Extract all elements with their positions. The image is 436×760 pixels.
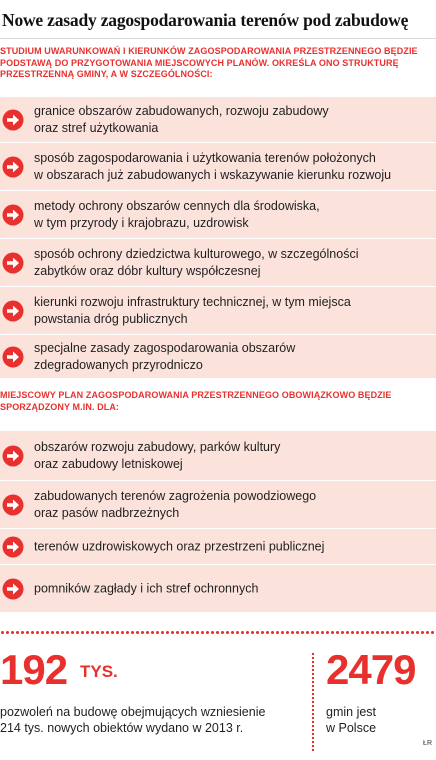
list-item-text: obszarów rozwoju zabudowy, parków kultury oraz zabudowy letniskowej bbox=[34, 439, 281, 471]
title-divider bbox=[0, 38, 436, 39]
list-item-text: sposób ochrony dziedzictwa kulturowego, w szczególności zabytków oraz dóbr kultury współczesnej bbox=[34, 246, 359, 278]
list-item bbox=[0, 190, 436, 238]
section2-heading: MIEJSCOWY PLAN ZAGOSPODAROWANIA PRZESTRZENNEGO OBOWIĄZKOWO BĘDZIE SPORZĄDZONY M.IN. DLA: bbox=[0, 390, 392, 412]
list-item-text: granice obszarów zabudowanych, rozwoju zabudowy oraz stref użytkowania bbox=[34, 103, 329, 135]
arrow-right-circle-icon bbox=[2, 156, 24, 178]
arrow-right-circle-icon bbox=[2, 300, 24, 322]
author-credit: ŁR bbox=[423, 740, 432, 747]
list-item bbox=[0, 480, 436, 528]
list-item-text: specjalne zasady zagospodarowania obszarów zdegradowanych przyrodniczo bbox=[34, 340, 296, 372]
list-item bbox=[0, 286, 436, 334]
arrow-right-circle-icon bbox=[2, 445, 24, 467]
list-item-text: metody ochrony obszarów cennych dla środowiska, w tym przyrody i krajobrazu, uzdrowisk bbox=[34, 198, 320, 230]
arrow-right-circle-icon bbox=[2, 109, 24, 131]
list-item bbox=[0, 142, 436, 190]
list-item bbox=[0, 334, 436, 378]
arrow-right-circle-icon bbox=[2, 578, 24, 600]
list-item-text: sposób zagospodarowania i użytkowania terenów położonych w obszarach już zabudowanych i wskazywanie kierunku rozwoju bbox=[34, 150, 392, 182]
stat-permits-description: pozwoleń na budowę obejmujących wzniesienie 214 tys. nowych obiektów wydano w 2013 r. bbox=[0, 705, 266, 735]
list-item bbox=[0, 564, 436, 612]
list-item-text: terenów uzdrowiskowych oraz przestrzeni publicznej bbox=[34, 539, 325, 553]
arrow-right-circle-icon bbox=[2, 346, 24, 368]
stat-municipalities-description: gmin jest w Polsce bbox=[326, 705, 377, 735]
list-item bbox=[0, 528, 436, 564]
dotted-divider bbox=[0, 630, 436, 635]
stats-divider bbox=[312, 652, 314, 752]
arrow-right-circle-icon bbox=[2, 494, 24, 516]
arrow-right-circle-icon bbox=[2, 252, 24, 274]
list-item-text: zabudowanych terenów zagrożenia powodziowego oraz pasów nadbrzeżnych bbox=[34, 488, 317, 520]
list-item bbox=[0, 238, 436, 286]
page-title: Nowe zasady zagospodarowania terenów pod zabudowę bbox=[2, 10, 409, 30]
list-item-text: kierunki rozwoju infrastruktury technicznej, w tym miejsca powstania dróg publicznych bbox=[34, 294, 351, 326]
section1-heading: STUDIUM UWARUNKOWAŃ I KIERUNKÓW ZAGOSPODAROWANIA PRZESTRZENNEGO BĘDZIE PODSTAWĄ DO PRZYGOTOWANIA MIEJSCOWYCH PLANÓW. OKREŚLA ONO STRUKTURĘ PRZESTRZENNĄ GMINY, A W SZCZEGÓLNOŚCI: bbox=[0, 46, 418, 79]
list-item bbox=[0, 430, 436, 480]
stat-municipalities-value: 2479 bbox=[326, 646, 416, 693]
arrow-right-circle-icon bbox=[2, 204, 24, 226]
arrow-right-circle-icon bbox=[2, 536, 24, 558]
stat-permits-unit: TYS. bbox=[80, 662, 118, 681]
stat-permits-value: 192 bbox=[0, 646, 68, 693]
list-item bbox=[0, 96, 436, 142]
list-item-text: pomników zagłady i ich stref ochronnych bbox=[34, 581, 259, 595]
